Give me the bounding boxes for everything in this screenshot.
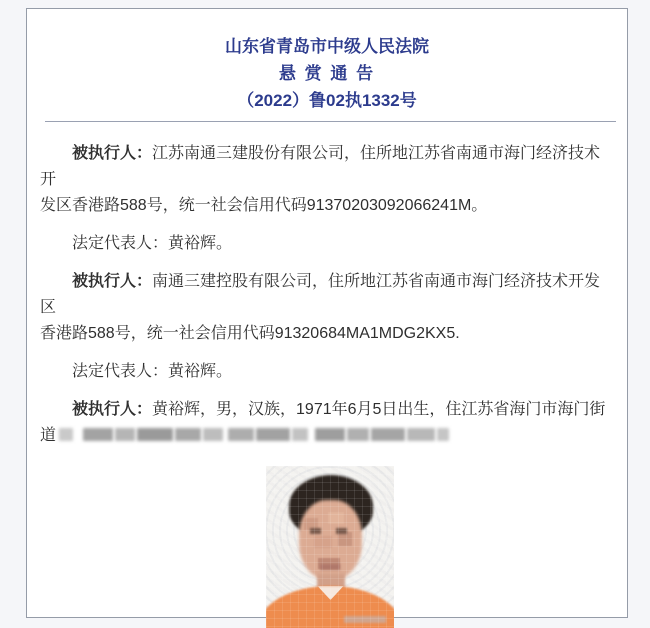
paragraph-line: 香港路588号，统一社会信用代码91320684MA1MDG2KX5.	[40, 325, 460, 342]
photo-mosaic-overlay	[266, 466, 394, 628]
document-body	[27, 122, 627, 628]
redacted-block	[228, 428, 254, 441]
redacted-block	[137, 428, 173, 441]
redacted-block	[437, 428, 449, 441]
case-number: （2022）鲁02执1332号	[237, 91, 417, 110]
person-id-photo	[266, 466, 394, 628]
executee-label: 被执行人：	[72, 273, 153, 290]
paragraph-line	[40, 397, 613, 423]
paragraph-executee-1	[40, 141, 613, 219]
paragraph-line: 发区香港路588号，统一社会信用代码91370203092066241M。	[40, 197, 488, 214]
redacted-block	[292, 428, 308, 441]
paragraph-executee-3	[40, 397, 613, 449]
paragraph-legal-rep-1: 法定代表人：黄裕辉。	[72, 235, 233, 252]
redacted-block	[256, 428, 290, 441]
notice-document	[26, 8, 628, 618]
redacted-block	[175, 428, 201, 441]
executee-label: 被执行人：	[72, 401, 153, 418]
paragraph-line	[40, 269, 613, 321]
executee-info: 黄裕辉，男，汉族，1971年6月5日出生，住江苏省海门市海门街	[152, 401, 606, 418]
redacted-block	[203, 428, 223, 441]
document-header	[27, 9, 627, 114]
executee-info: 江苏南通三建股份有限公司，住所地江苏省南通市海门经济技术开	[40, 145, 601, 188]
redacted-block	[59, 428, 73, 441]
redacted-block	[371, 428, 405, 441]
executee-info: 南通三建控股有限公司，住所地江苏省南通市海门经济技术开发区	[40, 273, 601, 316]
redacted-block	[83, 428, 113, 441]
redacted-block	[347, 428, 369, 441]
redacted-block	[115, 428, 135, 441]
notice-title: 悬 赏 通 告	[278, 64, 376, 83]
paragraph-line-redacted	[40, 423, 613, 449]
paragraph-legal-rep-2: 法定代表人：黄裕辉。	[72, 363, 233, 380]
address-prefix: 道	[40, 427, 57, 444]
paragraph-executee-2	[40, 269, 613, 347]
redacted-block	[315, 428, 345, 441]
paragraph-line	[40, 141, 613, 193]
redacted-block	[407, 428, 435, 441]
court-name: 山东省青岛市中级人民法院	[225, 37, 429, 56]
executee-label: 被执行人：	[72, 145, 153, 162]
